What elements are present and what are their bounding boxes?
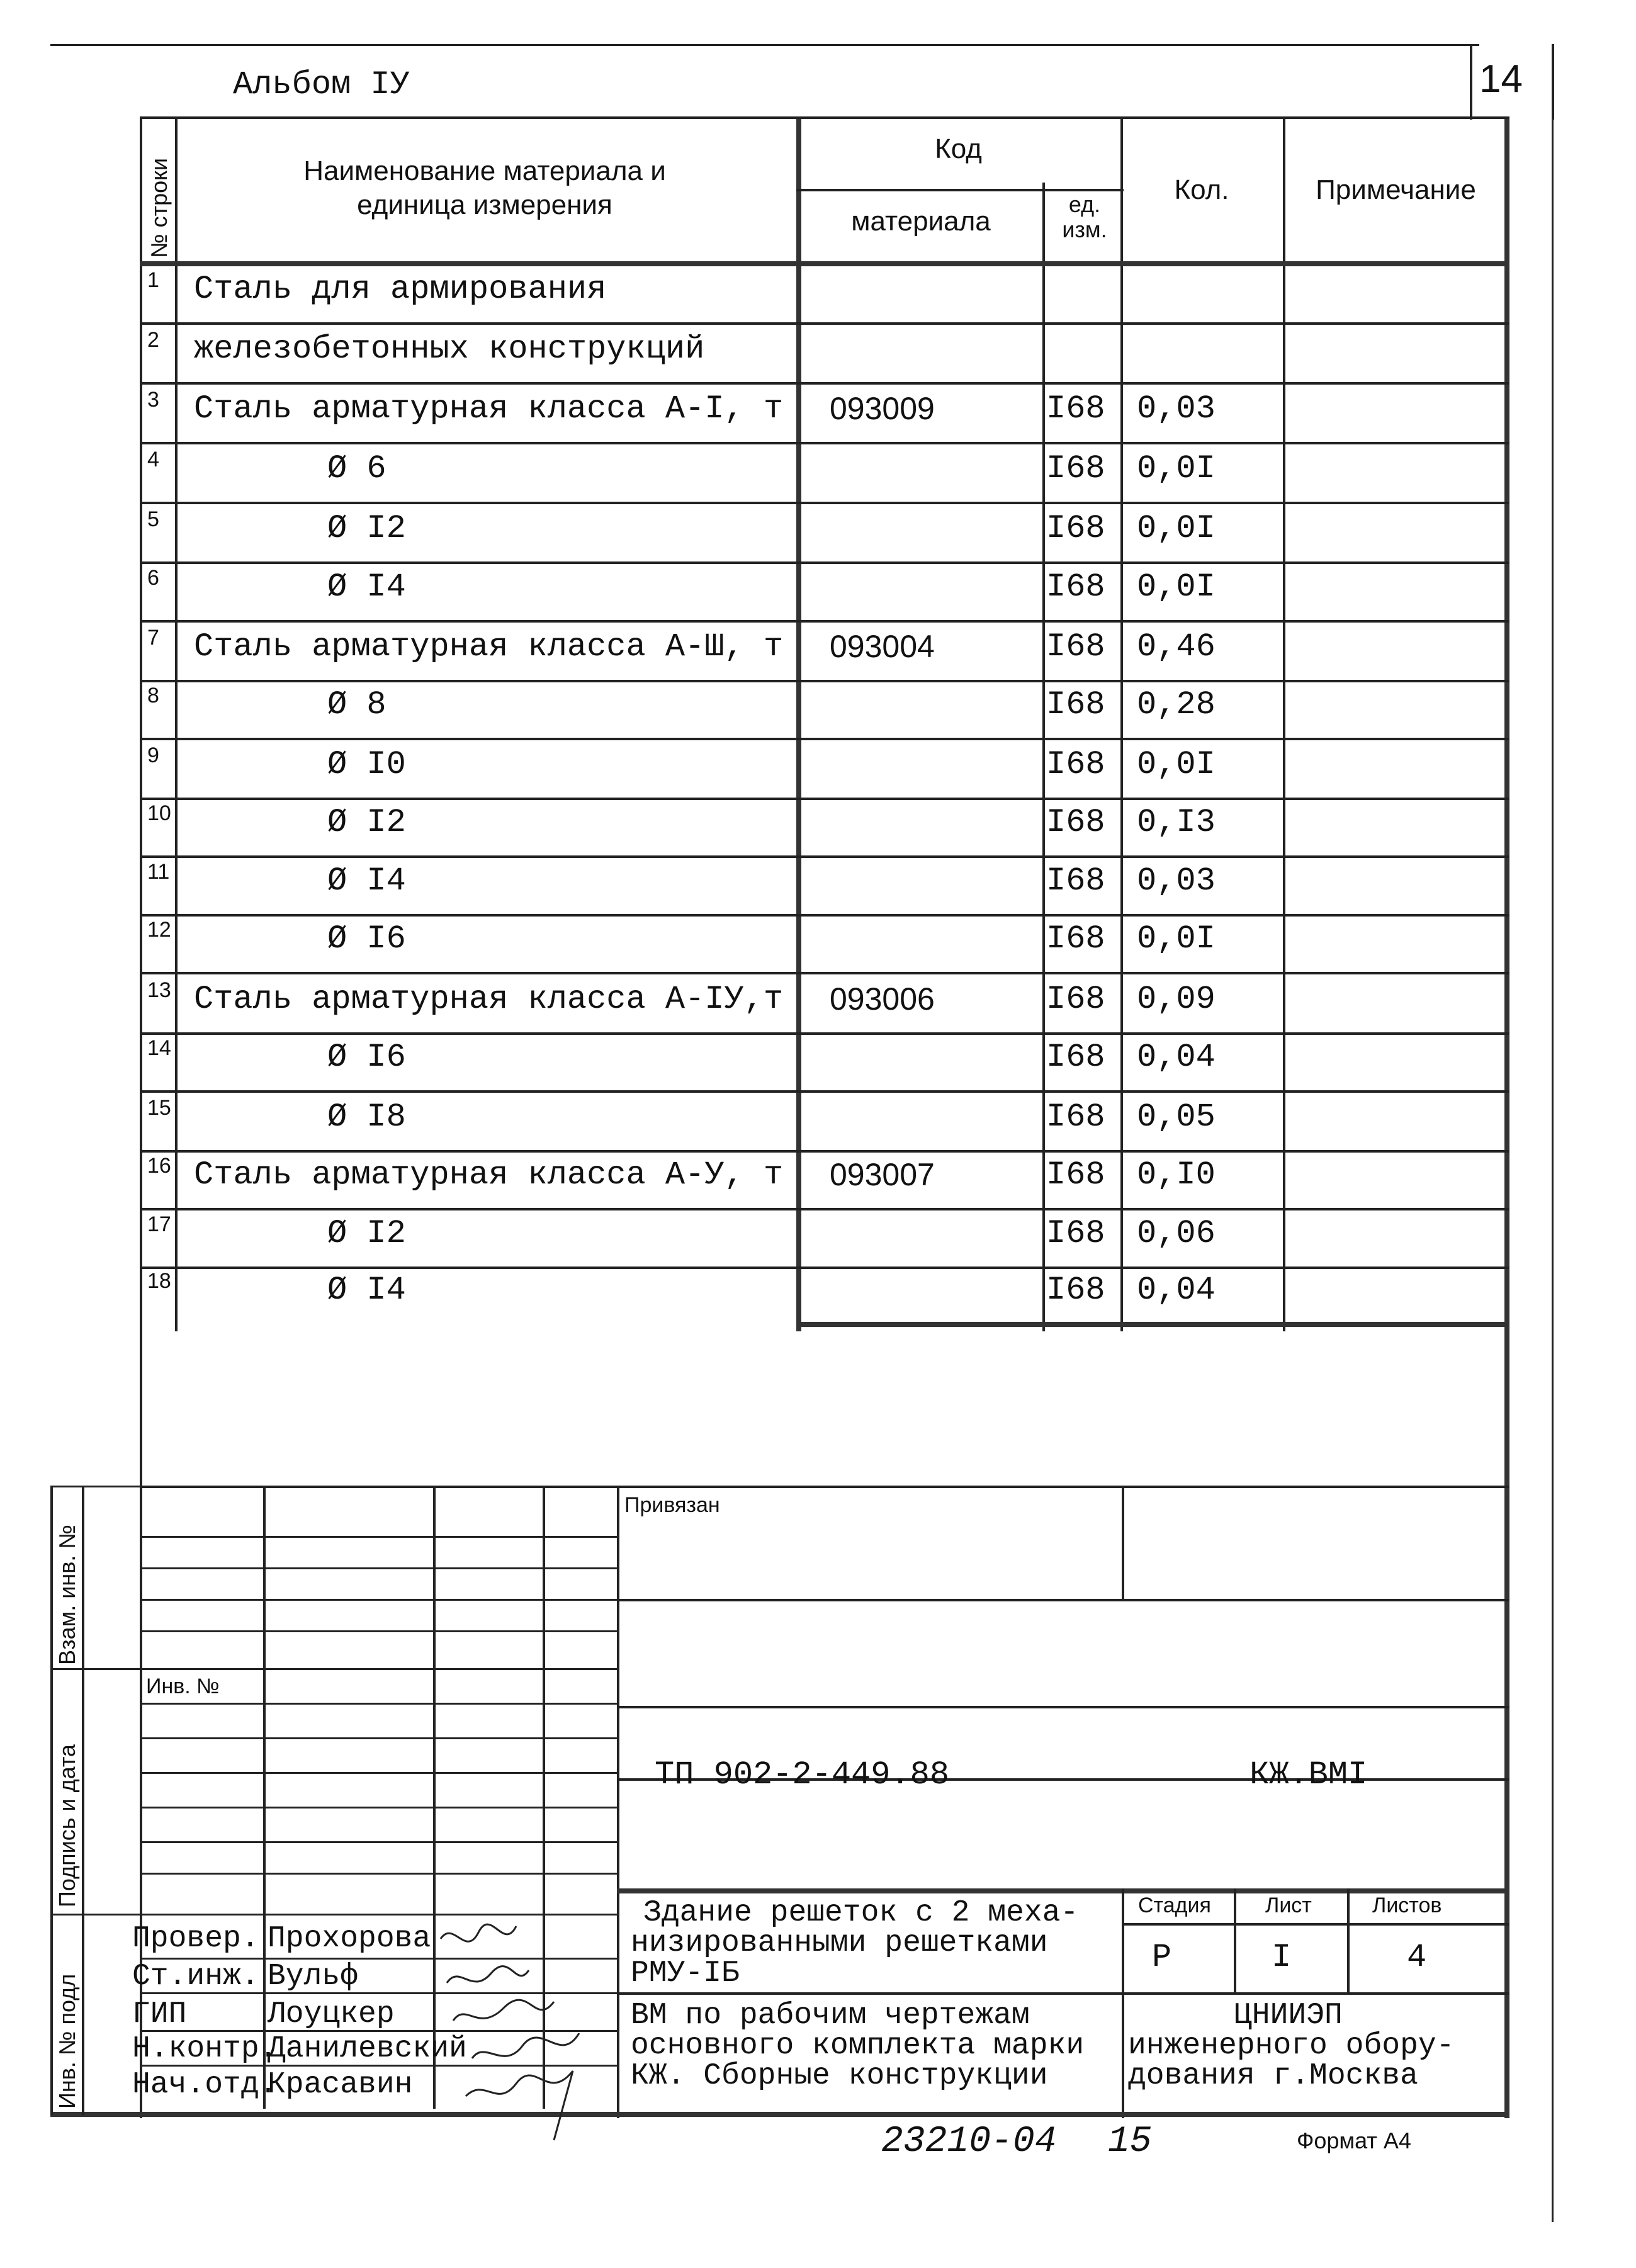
tb-line-2710 xyxy=(617,1706,1509,1708)
row-number: 10 xyxy=(147,801,171,825)
sheets-label: Листов xyxy=(1372,1893,1442,1917)
header-name: Наименование материала и единица измерения xyxy=(303,155,666,220)
row-divider xyxy=(140,1267,1509,1269)
row-unit: I68 xyxy=(1046,390,1105,427)
sheet-value: I xyxy=(1272,1939,1292,1976)
tb-col-a xyxy=(263,1486,266,2109)
page-number-box-left xyxy=(1470,44,1472,120)
doc-code: ТП 902-2-449.88 xyxy=(655,1756,950,1793)
row-unit: I68 xyxy=(1046,1215,1105,1252)
row-unit: I68 xyxy=(1046,1039,1105,1076)
row-unit: I68 xyxy=(1046,1098,1105,1136)
row-unit: I68 xyxy=(1046,1156,1105,1193)
row-code: 093009 xyxy=(830,391,935,426)
row-code: 093006 xyxy=(830,981,935,1017)
row-number: 1 xyxy=(147,268,159,292)
row-qty: 0,0I xyxy=(1137,568,1216,606)
organization-line-2: инженерного обору- xyxy=(1128,2029,1455,2063)
signatures xyxy=(428,1914,617,2165)
tb-col-e xyxy=(1122,1486,1124,1599)
row-number: 9 xyxy=(147,743,159,767)
row-divider xyxy=(140,798,1509,800)
row-qty: 0,28 xyxy=(1137,686,1216,723)
row-qty: 0,I0 xyxy=(1137,1156,1216,1193)
row-number: 3 xyxy=(147,388,159,412)
row-qty: 0,09 xyxy=(1137,981,1216,1018)
row-unit: I68 xyxy=(1046,981,1105,1018)
row-name: Ø I8 xyxy=(327,1098,406,1136)
row-qty: 0,0I xyxy=(1137,920,1216,957)
tb-line-2540 xyxy=(617,1599,1509,1601)
row-unit: I68 xyxy=(1046,510,1105,547)
signer-name-5: Красавин xyxy=(268,2068,413,2102)
description-line-2: основного комплекта марки xyxy=(631,2029,1085,2063)
row-divider xyxy=(140,620,1509,623)
header-bottom xyxy=(140,261,1509,266)
stamp-line-10 xyxy=(140,1841,617,1843)
right-page-border xyxy=(1552,120,1554,2222)
row-number: 6 xyxy=(147,566,159,590)
row-number: 11 xyxy=(147,860,170,884)
stamp-line-5 xyxy=(50,1668,617,1670)
row-unit: I68 xyxy=(1046,920,1105,957)
building-line-1: Здание решеток с 2 меха- xyxy=(643,1896,1079,1930)
header-note: Примечание xyxy=(1316,174,1476,205)
row-qty: 0,0I xyxy=(1137,746,1216,783)
sheet-label: Лист xyxy=(1265,1893,1312,1917)
row-unit: I68 xyxy=(1046,804,1105,841)
tb-stage-sub xyxy=(1122,1923,1509,1926)
row-unit: I68 xyxy=(1046,568,1105,606)
row-number: 13 xyxy=(147,978,171,1002)
row-code: 093007 xyxy=(830,1157,935,1192)
row-unit: I68 xyxy=(1046,1272,1105,1309)
row-number: 17 xyxy=(147,1212,171,1236)
header-row-number: № строки xyxy=(146,157,172,258)
title-block-top xyxy=(140,1486,1509,1488)
row-unit: I68 xyxy=(1046,686,1105,723)
stamp-line-11 xyxy=(140,1873,617,1875)
signer-role-2: Ст.инж. xyxy=(132,1960,259,1994)
handwritten-number: 23210-04 xyxy=(881,2121,1057,2162)
header-code-unit: ед. изм. xyxy=(1062,191,1107,242)
row-name: Ø I2 xyxy=(327,510,406,547)
table-bottom xyxy=(796,1322,1509,1327)
row-name: Ø 8 xyxy=(327,686,386,723)
tb-line-3000 xyxy=(617,1888,1509,1893)
row-qty: 0,04 xyxy=(1137,1039,1216,1076)
row-name: железобетонных конструкций xyxy=(194,330,705,368)
stamp-line-3 xyxy=(140,1599,617,1601)
stamp-bottom xyxy=(50,2112,1509,2117)
row-name: Сталь арматурная класса А-Ш, т xyxy=(194,628,784,665)
stamp-line-7 xyxy=(140,1737,617,1739)
row-qty: 0,04 xyxy=(1137,1272,1216,1309)
organization-line-1: ЦНИИЭП xyxy=(1234,1999,1343,2033)
signer-name-1: Прохорова xyxy=(268,1922,431,1956)
format-label: Формат А4 xyxy=(1297,2128,1411,2153)
side-label-podpis: Подпись и дата xyxy=(54,1744,80,1907)
side-strip-left xyxy=(50,1486,53,2115)
tb-col-sheets xyxy=(1347,1888,1350,1992)
signer-role-1: Провер. xyxy=(132,1922,259,1956)
row-qty: 0,03 xyxy=(1137,390,1216,427)
row-divider xyxy=(140,322,1509,325)
row-name: Ø I4 xyxy=(327,568,406,606)
description-line-3: КЖ. Сборные конструкции xyxy=(631,2059,1048,2093)
row-divider xyxy=(140,382,1509,385)
tb-line-3165 xyxy=(617,1992,1509,1995)
row-divider xyxy=(140,1090,1509,1093)
signer-name-2: Вульф xyxy=(268,1960,359,1994)
row-name: Ø I2 xyxy=(327,1215,406,1252)
row-divider xyxy=(140,502,1509,504)
row-number: 8 xyxy=(147,684,159,708)
row-name: Сталь арматурная класса А-У, т xyxy=(194,1156,784,1193)
row-divider xyxy=(140,972,1509,974)
page-number-box-right xyxy=(1552,44,1554,120)
tb-col-sheet xyxy=(1234,1888,1236,1992)
row-name: Ø I6 xyxy=(327,1039,406,1076)
row-name: Сталь арматурная класса А-I, т xyxy=(194,390,784,427)
description-line-1: ВМ по рабочим чертежам xyxy=(631,1999,1030,2033)
row-number: 7 xyxy=(147,626,159,650)
row-divider xyxy=(140,561,1509,564)
inv-no-label: Инв. № xyxy=(146,1674,223,1699)
stage-label: Стадия xyxy=(1138,1893,1211,1917)
row-divider xyxy=(140,1208,1509,1210)
stamp-line-2 xyxy=(140,1567,617,1569)
row-qty: 0,I3 xyxy=(1137,804,1216,841)
row-divider xyxy=(140,1032,1509,1035)
row-number: 2 xyxy=(147,328,159,352)
stamp-line-1 xyxy=(140,1536,617,1538)
row-qty: 0,0I xyxy=(1137,510,1216,547)
row-name: Сталь для армирования xyxy=(194,271,607,308)
col-name-right xyxy=(796,116,801,1331)
row-divider xyxy=(140,914,1509,917)
row-number: 14 xyxy=(147,1036,171,1060)
page-number: 14 xyxy=(1479,57,1523,101)
row-name: Ø 6 xyxy=(327,450,386,487)
top-rule xyxy=(50,44,1479,46)
row-qty: 0,0I xyxy=(1137,450,1216,487)
stamp-line-8 xyxy=(140,1772,617,1774)
stamp-top-side xyxy=(50,1486,140,1487)
building-line-3: РМУ-IБ xyxy=(631,1956,740,1990)
header-code: Код xyxy=(935,133,982,164)
doc-mark: КЖ.ВМI xyxy=(1250,1756,1368,1793)
row-name: Сталь арматурная класса А-IУ,т xyxy=(194,981,784,1018)
table-right-border xyxy=(1504,116,1509,2118)
row-divider xyxy=(140,738,1509,740)
stamp-line-9 xyxy=(140,1807,617,1808)
side-label-vzam: Взам. инв. № xyxy=(54,1524,80,1665)
row-number: 12 xyxy=(147,918,171,942)
row-number: 5 xyxy=(147,507,159,531)
row-name: Ø I6 xyxy=(327,920,406,957)
col-material-right xyxy=(1042,183,1045,1331)
building-line-2: низированными решетками xyxy=(631,1926,1048,1960)
signer-role-4: Н.контр. xyxy=(132,2032,278,2066)
side-label-inv-podl: Инв. № подл xyxy=(54,1973,80,2109)
organization-line-3: дования г.Москва xyxy=(1128,2059,1418,2093)
col-qty-right xyxy=(1283,116,1285,1331)
row-divider xyxy=(140,442,1509,444)
tb-col-d xyxy=(617,1486,619,2118)
row-divider xyxy=(140,1150,1509,1153)
handwritten-page: 15 xyxy=(1108,2121,1152,2162)
signer-role-3: ГИП xyxy=(132,1997,187,2031)
stamp-line-4 xyxy=(140,1630,617,1632)
row-number: 18 xyxy=(147,1269,171,1293)
row-name: Ø I4 xyxy=(327,1272,406,1309)
row-number: 16 xyxy=(147,1154,171,1178)
signer-role-5: Нач.отд. xyxy=(132,2068,278,2102)
row-divider xyxy=(140,855,1509,858)
header-qty: Кол. xyxy=(1174,174,1229,205)
signer-name-4: Данилевский xyxy=(268,2032,467,2066)
header-code-material: материала xyxy=(851,206,991,237)
row-unit: I68 xyxy=(1046,746,1105,783)
table-top xyxy=(140,116,1509,119)
row-divider xyxy=(140,680,1509,682)
stamp-line-6 xyxy=(140,1703,617,1705)
row-number: 15 xyxy=(147,1096,171,1120)
row-name: Ø I2 xyxy=(327,804,406,841)
signer-name-3: Лоуцкер xyxy=(268,1997,395,2031)
row-name: Ø I0 xyxy=(327,746,406,783)
row-name: Ø I4 xyxy=(327,862,406,900)
table-left-border xyxy=(140,116,142,2118)
row-unit: I68 xyxy=(1046,450,1105,487)
col-unit-right xyxy=(1120,116,1123,1331)
row-qty: 0,06 xyxy=(1137,1215,1216,1252)
row-unit: I68 xyxy=(1046,628,1105,665)
col-rownum-right xyxy=(175,116,178,1331)
sheets-value: 4 xyxy=(1407,1939,1427,1976)
row-qty: 0,05 xyxy=(1137,1098,1216,1136)
row-unit: I68 xyxy=(1046,862,1105,900)
side-strip-right xyxy=(82,1486,84,2115)
privyazan-label: Привязан xyxy=(624,1493,720,1517)
row-qty: 0,03 xyxy=(1137,862,1216,900)
row-number: 4 xyxy=(147,448,159,471)
row-qty: 0,46 xyxy=(1137,628,1216,665)
album-title: Альбом IУ xyxy=(233,66,410,103)
stage-value: Р xyxy=(1152,1939,1172,1976)
row-code: 093004 xyxy=(830,629,935,664)
